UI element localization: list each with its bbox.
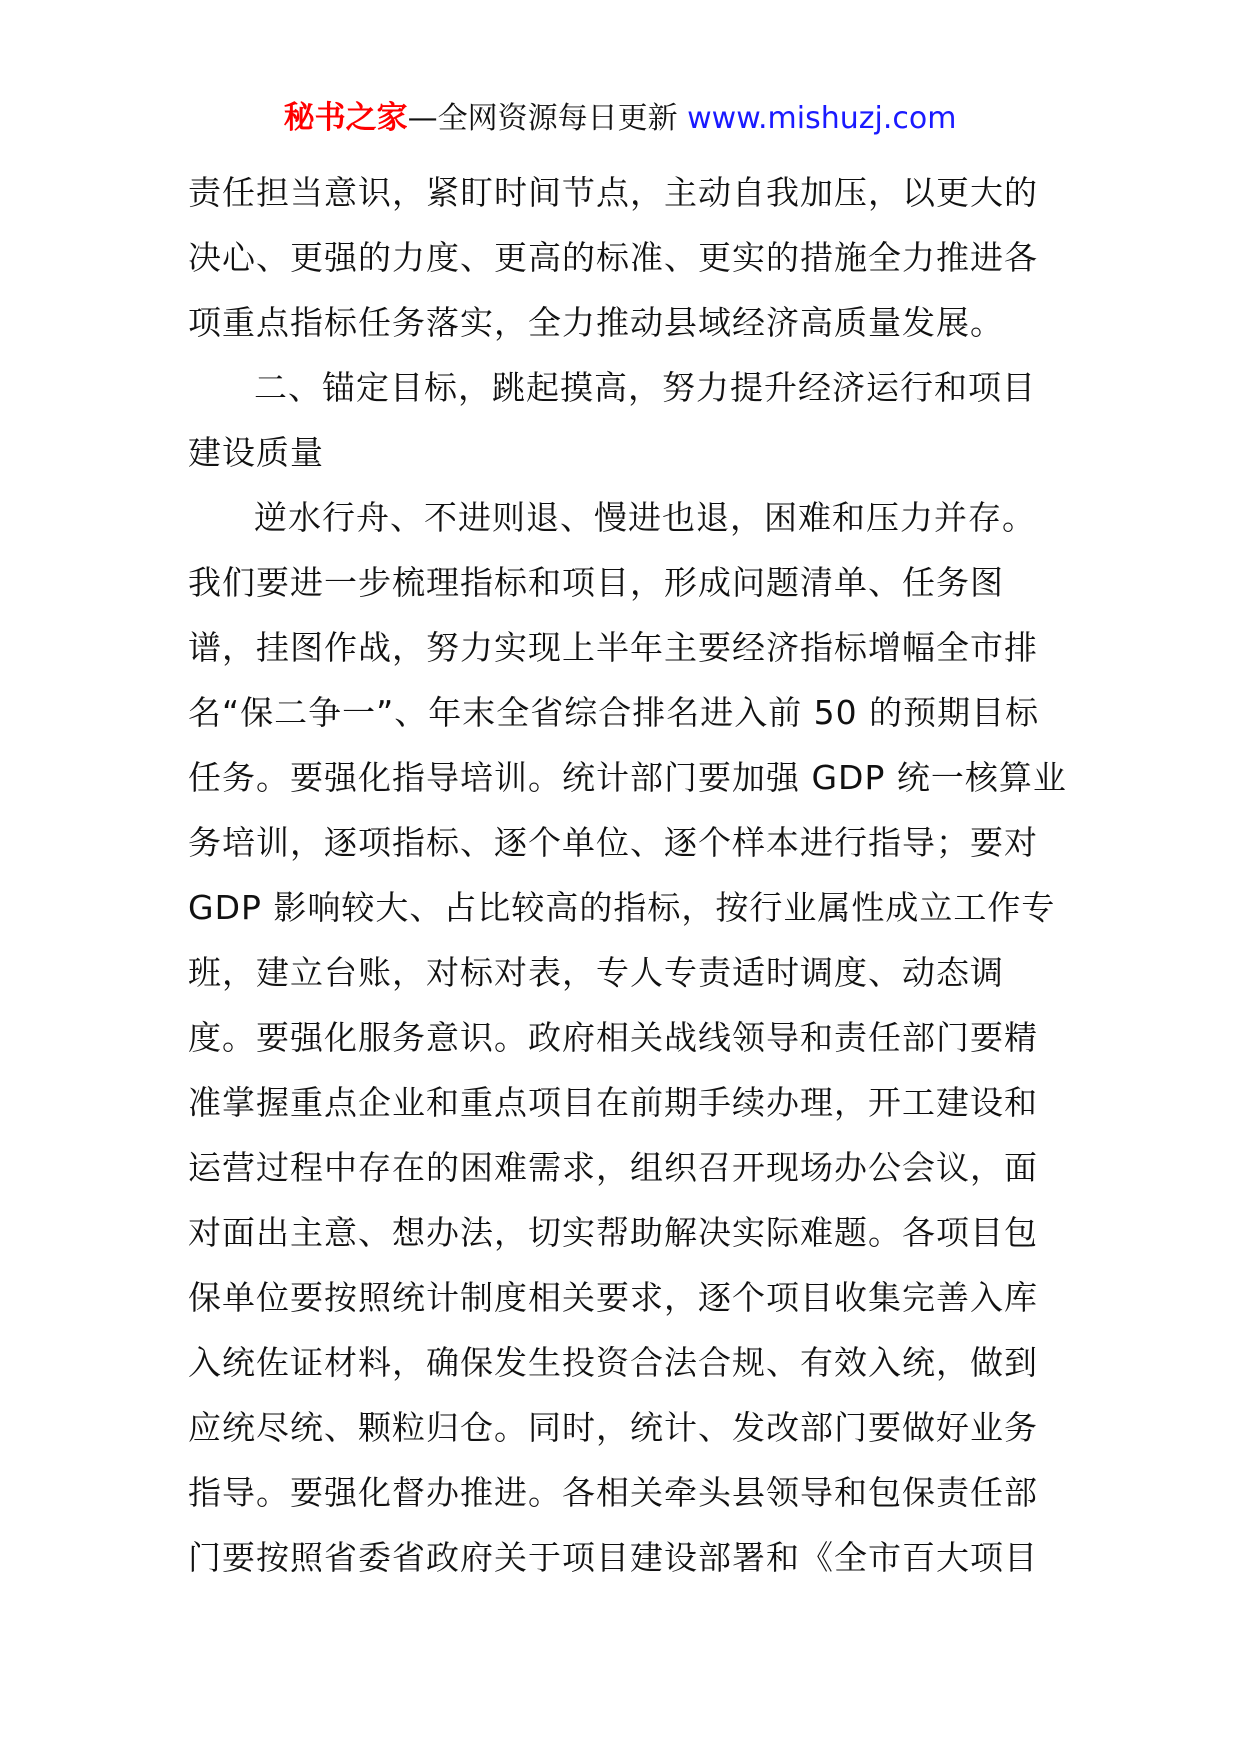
body-line: 决心、更强的力度、更高的标准、更实的措施全力推进各 [188, 238, 1038, 277]
section-heading-continued: 建设质量 [188, 433, 324, 472]
body-line: 谱，挂图作战，努力实现上半年主要经济指标增幅全市排 [188, 628, 1038, 667]
body-line: 名“保二争一”、年末全省综合排名进入前 50 的预期目标 [188, 693, 1040, 732]
body-line: 我们要进一步梳理指标和项目，形成问题清单、任务图 [188, 563, 1004, 602]
body-line: 班，建立台账，对标对表，专人专责适时调度、动态调 [188, 953, 1004, 992]
site-url-link[interactable]: www.mishuzj.com [687, 101, 957, 136]
body-line: 务培训，逐项指标、逐个单位、逐个样本进行指导；要对 [188, 823, 1038, 862]
header-tagline: —全网资源每日更新 [407, 101, 688, 136]
page-header [0, 98, 1240, 139]
body-line: 门要按照省委省政府关于项目建设部署和《全市百大项目 [188, 1538, 1038, 1577]
body-line: 指导。要强化督办推进。各相关牵头县领导和包保责任部 [188, 1473, 1038, 1512]
body-line: 任务。要强化指导培训。统计部门要加强 GDP 统一核算业 [188, 758, 1067, 797]
body-line: GDP 影响较大、占比较高的指标，按行业属性成立工作专 [188, 888, 1056, 927]
body-line: 准掌握重点企业和重点项目在前期手续办理，开工建设和 [188, 1083, 1038, 1122]
section-heading: 二、锚定目标，跳起摸高，努力提升经济运行和项目 [254, 368, 1036, 407]
body-line: 对面出主意、想办法，切实帮助解决实际难题。各项目包 [188, 1213, 1038, 1252]
body-line: 入统佐证材料，确保发生投资合法合规、有效入统，做到 [188, 1343, 1038, 1382]
brand-name: 秘书之家 [283, 100, 408, 136]
paragraph-start: 逆水行舟、不进则退、慢进也退，困难和压力并存。 [254, 498, 1036, 537]
body-line: 责任担当意识，紧盯时间节点，主动自我加压，以更大的 [188, 173, 1038, 212]
body-line: 应统尽统、颗粒归仓。同时，统计、发改部门要做好业务 [188, 1408, 1038, 1447]
document-body [188, 160, 1067, 1590]
body-line: 运营过程中存在的困难需求，组织召开现场办公会议，面 [188, 1148, 1038, 1187]
body-line: 保单位要按照统计制度相关要求，逐个项目收集完善入库 [188, 1278, 1038, 1317]
body-line: 项重点指标任务落实，全力推动县域经济高质量发展。 [188, 303, 1004, 342]
body-line: 度。要强化服务意识。政府相关战线领导和责任部门要精 [188, 1018, 1038, 1057]
